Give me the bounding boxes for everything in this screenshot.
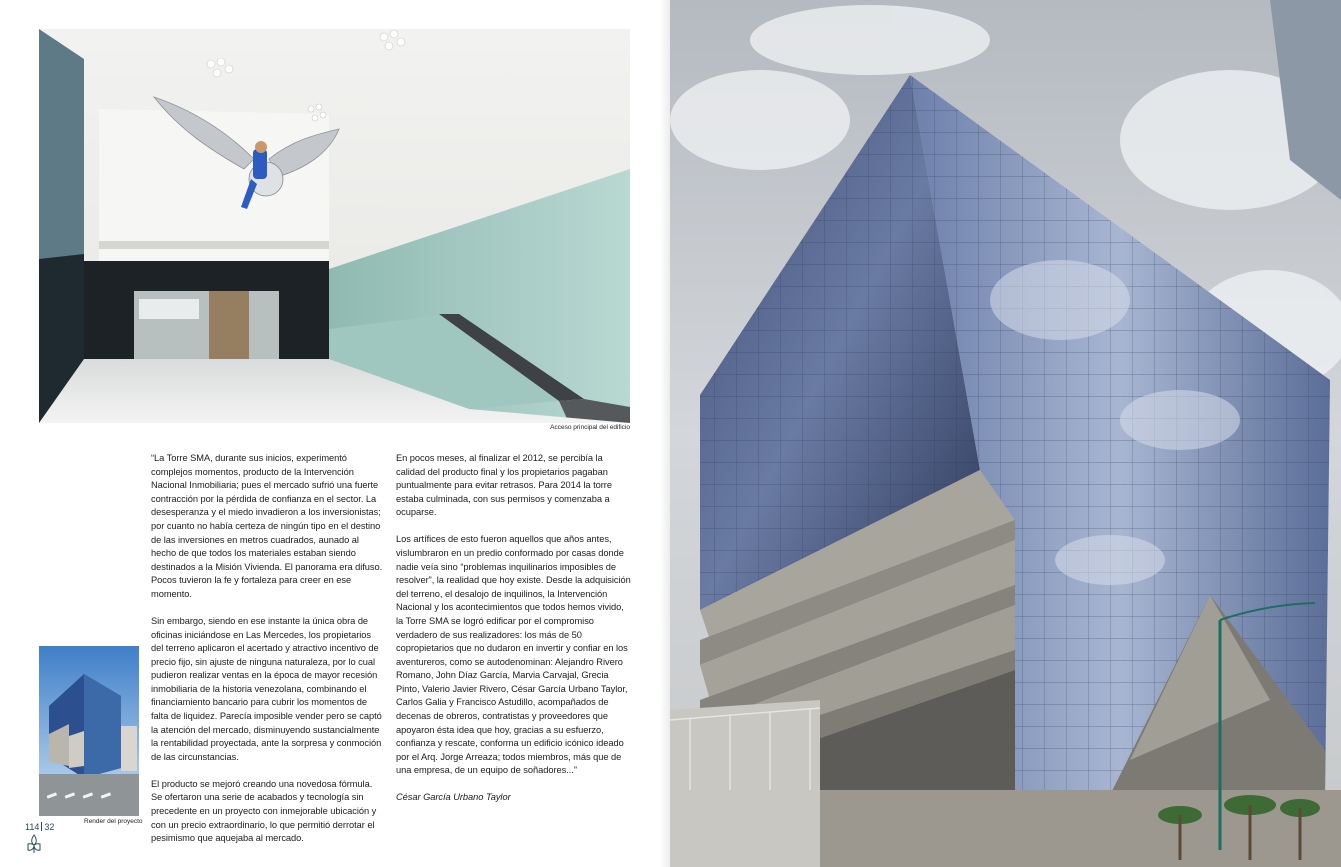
- paragraph: El producto se mejoró creando una novedosa fórmula. Se ofertaron una serie de acabados y tecnología sin precedente en un proyecto con inmejorable ubicación y con un precio extraordinario, lo que permitió derrotar el pesimismo que aquejaba al mercado.: [151, 778, 377, 844]
- page-number: 114: [25, 822, 40, 832]
- article-column-1: [151, 452, 385, 859]
- issue-number: 32: [44, 822, 55, 832]
- article-column-2: [396, 452, 632, 818]
- paragraph: Sin embargo, siendo en ese instante la única obra de oficinas iniciándose en Las Mercedes, los propietarios del terreno aplicaron el acertado y atractivo incentivo de precio fijo, sin ajuste de ninguna naturaleza, por lo cual pudieron realizar ventas en la época de mayor recesión inmobiliaria de la historia venezolana, combinando el financiamiento bancario para cubrir los momentos de falta de liquidez. Parecía imposible vender pero se captó la atención del mercado, disminuyendo sustancialmente la rentabilidad proyectada, ante la sorpresa y conmoción de las circunstancias.: [151, 615, 382, 762]
- paragraph: “La Torre SMA, durante sus inicios, experimentó complejos momentos, producto de la Intervención Nacional Inmobiliaria; pues el mercado sufrió una fuerte contracción por la pérdida de confianza en el sector. La desesperanza y el miedo invadieron a los inversionistas; por cuanto no había certeza de ningún tipo en el destino de las inversiones en metros cuadrados, aunado al hecho de que todos los materiales estaban siendo destinados a la Misión Vivienda. El panorama era difuso. Pocos tuvieron la fe y fortaleza para creer en ese momento.: [151, 453, 383, 599]
- lobby-caption: Acceso principal del edificio: [550, 424, 630, 431]
- folio-divider: [41, 822, 42, 831]
- paragraph: Los artífices de esto fueron aquellos que años antes, vislumbraron en un predio conformado por casas donde nadie veía sino “problemas inquilinarios imposibles de resolver”, la realidad que hoy existe. Desde la adquisición del terreno, el desalojo de inquilinos, la Intervención Nacional y los acontecimientos que todos hemos vivido, la Torre SMA se logró edificar por el compromiso verdadero de sus realizadores: los más de 50 copropietarios que no dudaron en invertir y confiar en los aventureros, como se autodenominan: Alejandro Rivero Romano, John Díaz García, Marvia Carvajal, Grecia Pinto, Valerio Javier Rivero, César García Urbano Taylor, Carlos Galia y Francisco Astudillo, acompañados de decenas de obreros, contratistas y proveedores que apoyaron ésta idea que hoy, gracias a su esfuerzo, confianza y rescate, conforma un edificio icónico ideado por el Arq. Jorge Arreaza; todos miembros, más que de una empresa, de un equipo de soñadores...”: [396, 534, 631, 776]
- left-page: [0, 0, 670, 867]
- page-gutter: [660, 0, 670, 867]
- author-signature: César García Urbano Taylor: [396, 792, 511, 803]
- render-caption: Render del proyecto: [84, 818, 143, 825]
- render-thumbnail: [39, 646, 139, 816]
- page-folio: [25, 822, 54, 832]
- lobby-photo: [39, 29, 630, 423]
- magazine-logo-icon: [27, 834, 41, 854]
- paragraph: En pocos meses, al finalizar el 2012, se percibía la calidad del producto final y los propietarios pagaban puntualmente para evitar retrasos. Para 2014 la torre estaba culminada, con sus permisos y comenzaba a ocuparse.: [396, 453, 612, 518]
- tower-photo: [670, 0, 1341, 867]
